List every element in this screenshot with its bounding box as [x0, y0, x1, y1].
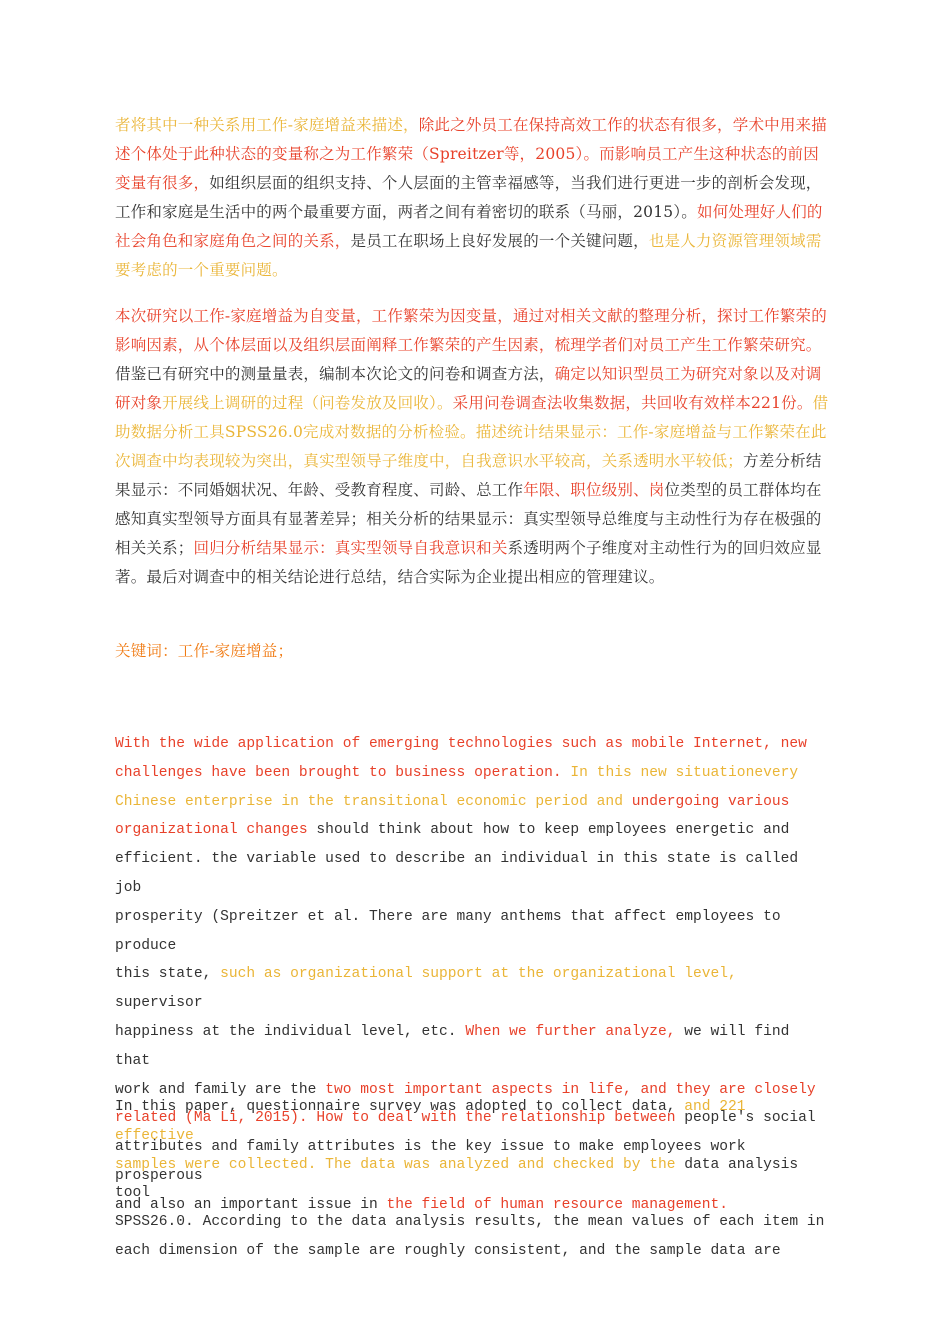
- text-segment: and 221 effective samples were collected. The data was analyzed and checked by the: [115, 1099, 746, 1173]
- text-segment: With the wide application of emerging technologies such as mobile Internet, new challenges have been brought to business operation.: [115, 736, 807, 781]
- text-segment: supervisor happiness at the individual level, etc.: [115, 995, 457, 1040]
- text-segment: 如组织层面的组织支持、个人层面的主管幸福感等，当我们进行更进一步的剖析会发现，工作和家庭是生活中的两个最重要方面，两者之间有着密切的联系（马丽，2015）。: [115, 174, 822, 221]
- text-segment: should think about how to keep employees energetic and efficient. the variable used to describe an individual in this state is called job prosperity (Spreitzer et al. There are many anthems that affect employees to produce this state,: [115, 822, 799, 983]
- text-segment: 也是人力资源管理领域需要考虑的一个重要问题。: [115, 232, 822, 279]
- text-segment: such as organizational support at the organizational level,: [220, 966, 737, 983]
- text-segment: data analysis tool SPSS26.0. According to the data analysis results, the mean values of each item in each dimension of the sample are roughly consistent, and the sample data are: [115, 1156, 825, 1259]
- text-segment: 回归分析结果显示：真实型领导自我意识和关: [193, 539, 508, 557]
- text-segment: 借鉴已有研究中的测量量表，编制本次论文的问卷和调查方法，: [115, 365, 555, 383]
- text-segment: undergoing various organizational changes: [115, 793, 790, 839]
- chinese-paragraph-intro: [115, 111, 833, 285]
- keywords-line: 关键词：工作-家庭增益；: [115, 642, 294, 660]
- text-segment: 系透明两个子维度对主动性行为的回归效应显著。最后对调查中的相关结论进行总结，结合实际为企业提出相应的管理建议。: [115, 539, 822, 586]
- text-segment: 本次研究以工作-家庭增益为自变量，工作繁荣为因变量，通过对相关文献的整理分析，探讨工作繁荣的影响因素，从个体层面以及组织层面阐释工作繁荣的产生因素，梳理学者们对员工产生工作繁荣研究。: [115, 307, 827, 354]
- text-segment: 开展线上调研的过程（问卷发放及回收）。: [162, 394, 453, 412]
- text-segment: two most important aspects in life, and they are closely related (Ma Li, 2015). How to deal with the relationship between: [115, 1081, 816, 1127]
- text-segment: 者将其中一种关系用工作-家庭增益来描述，: [115, 116, 419, 134]
- text-segment: 是员工在职场上良好发展的一个关键问题，: [350, 232, 649, 250]
- text-segment: 确定以知识型员工为研究对象以及对调研对象: [115, 365, 822, 412]
- text-segment: 除此之外员工在保持高效工作的状态有很多，学术中用来描述个体处于此种状态的变量称之为工作繁荣（Spreitzer等，2005）。而影响员工产生这种状态的前因变量有很多，: [115, 116, 827, 192]
- text-segment: 位类型的员工群体均在感知真实型领导方面具有显著差异；相关分析的结果显示：真实型领导总维度与主动性行为存在极强的相关关系；: [115, 481, 822, 557]
- text-segment: people's social attributes and family attributes is the key issue to make employees work prosperous and also an important issue in: [115, 1110, 816, 1213]
- text-segment: we will find that work and family are the: [115, 1023, 790, 1098]
- text-segment: 年限、职位级别、岗: [523, 481, 665, 499]
- text-segment: In this new situationevery Chinese enterprise in the transitional economic period and: [115, 764, 799, 810]
- text-segment: In this paper, questionnaire survey was adopted to collect data,: [115, 1099, 685, 1115]
- text-segment: the field of human resource management.: [386, 1196, 729, 1213]
- chinese-paragraph-abstract: [115, 302, 833, 592]
- text-segment: 借助数据分析工具SPSS26.0完成对数据的分析检验。描述统计结果显示：工作-家庭增益与工作繁荣在此次调查中均表现较为突出，真实型领导子维度中，自我意识水平较高，关系透明水平较低；: [115, 394, 829, 470]
- text-segment: 采用问卷调查法收集数据，共回收有效样本221份。: [452, 394, 813, 412]
- text-segment: 方差分析结果显示：不同婚姻状况、年龄、受教育程度、司龄、总工作: [115, 452, 822, 499]
- text-segment: When we further analyze,: [465, 1023, 676, 1040]
- text-segment: 如何处理好人们的社会角色和家庭角色之间的关系，: [115, 203, 823, 250]
- english-paragraph-abstract: [115, 1093, 833, 1266]
